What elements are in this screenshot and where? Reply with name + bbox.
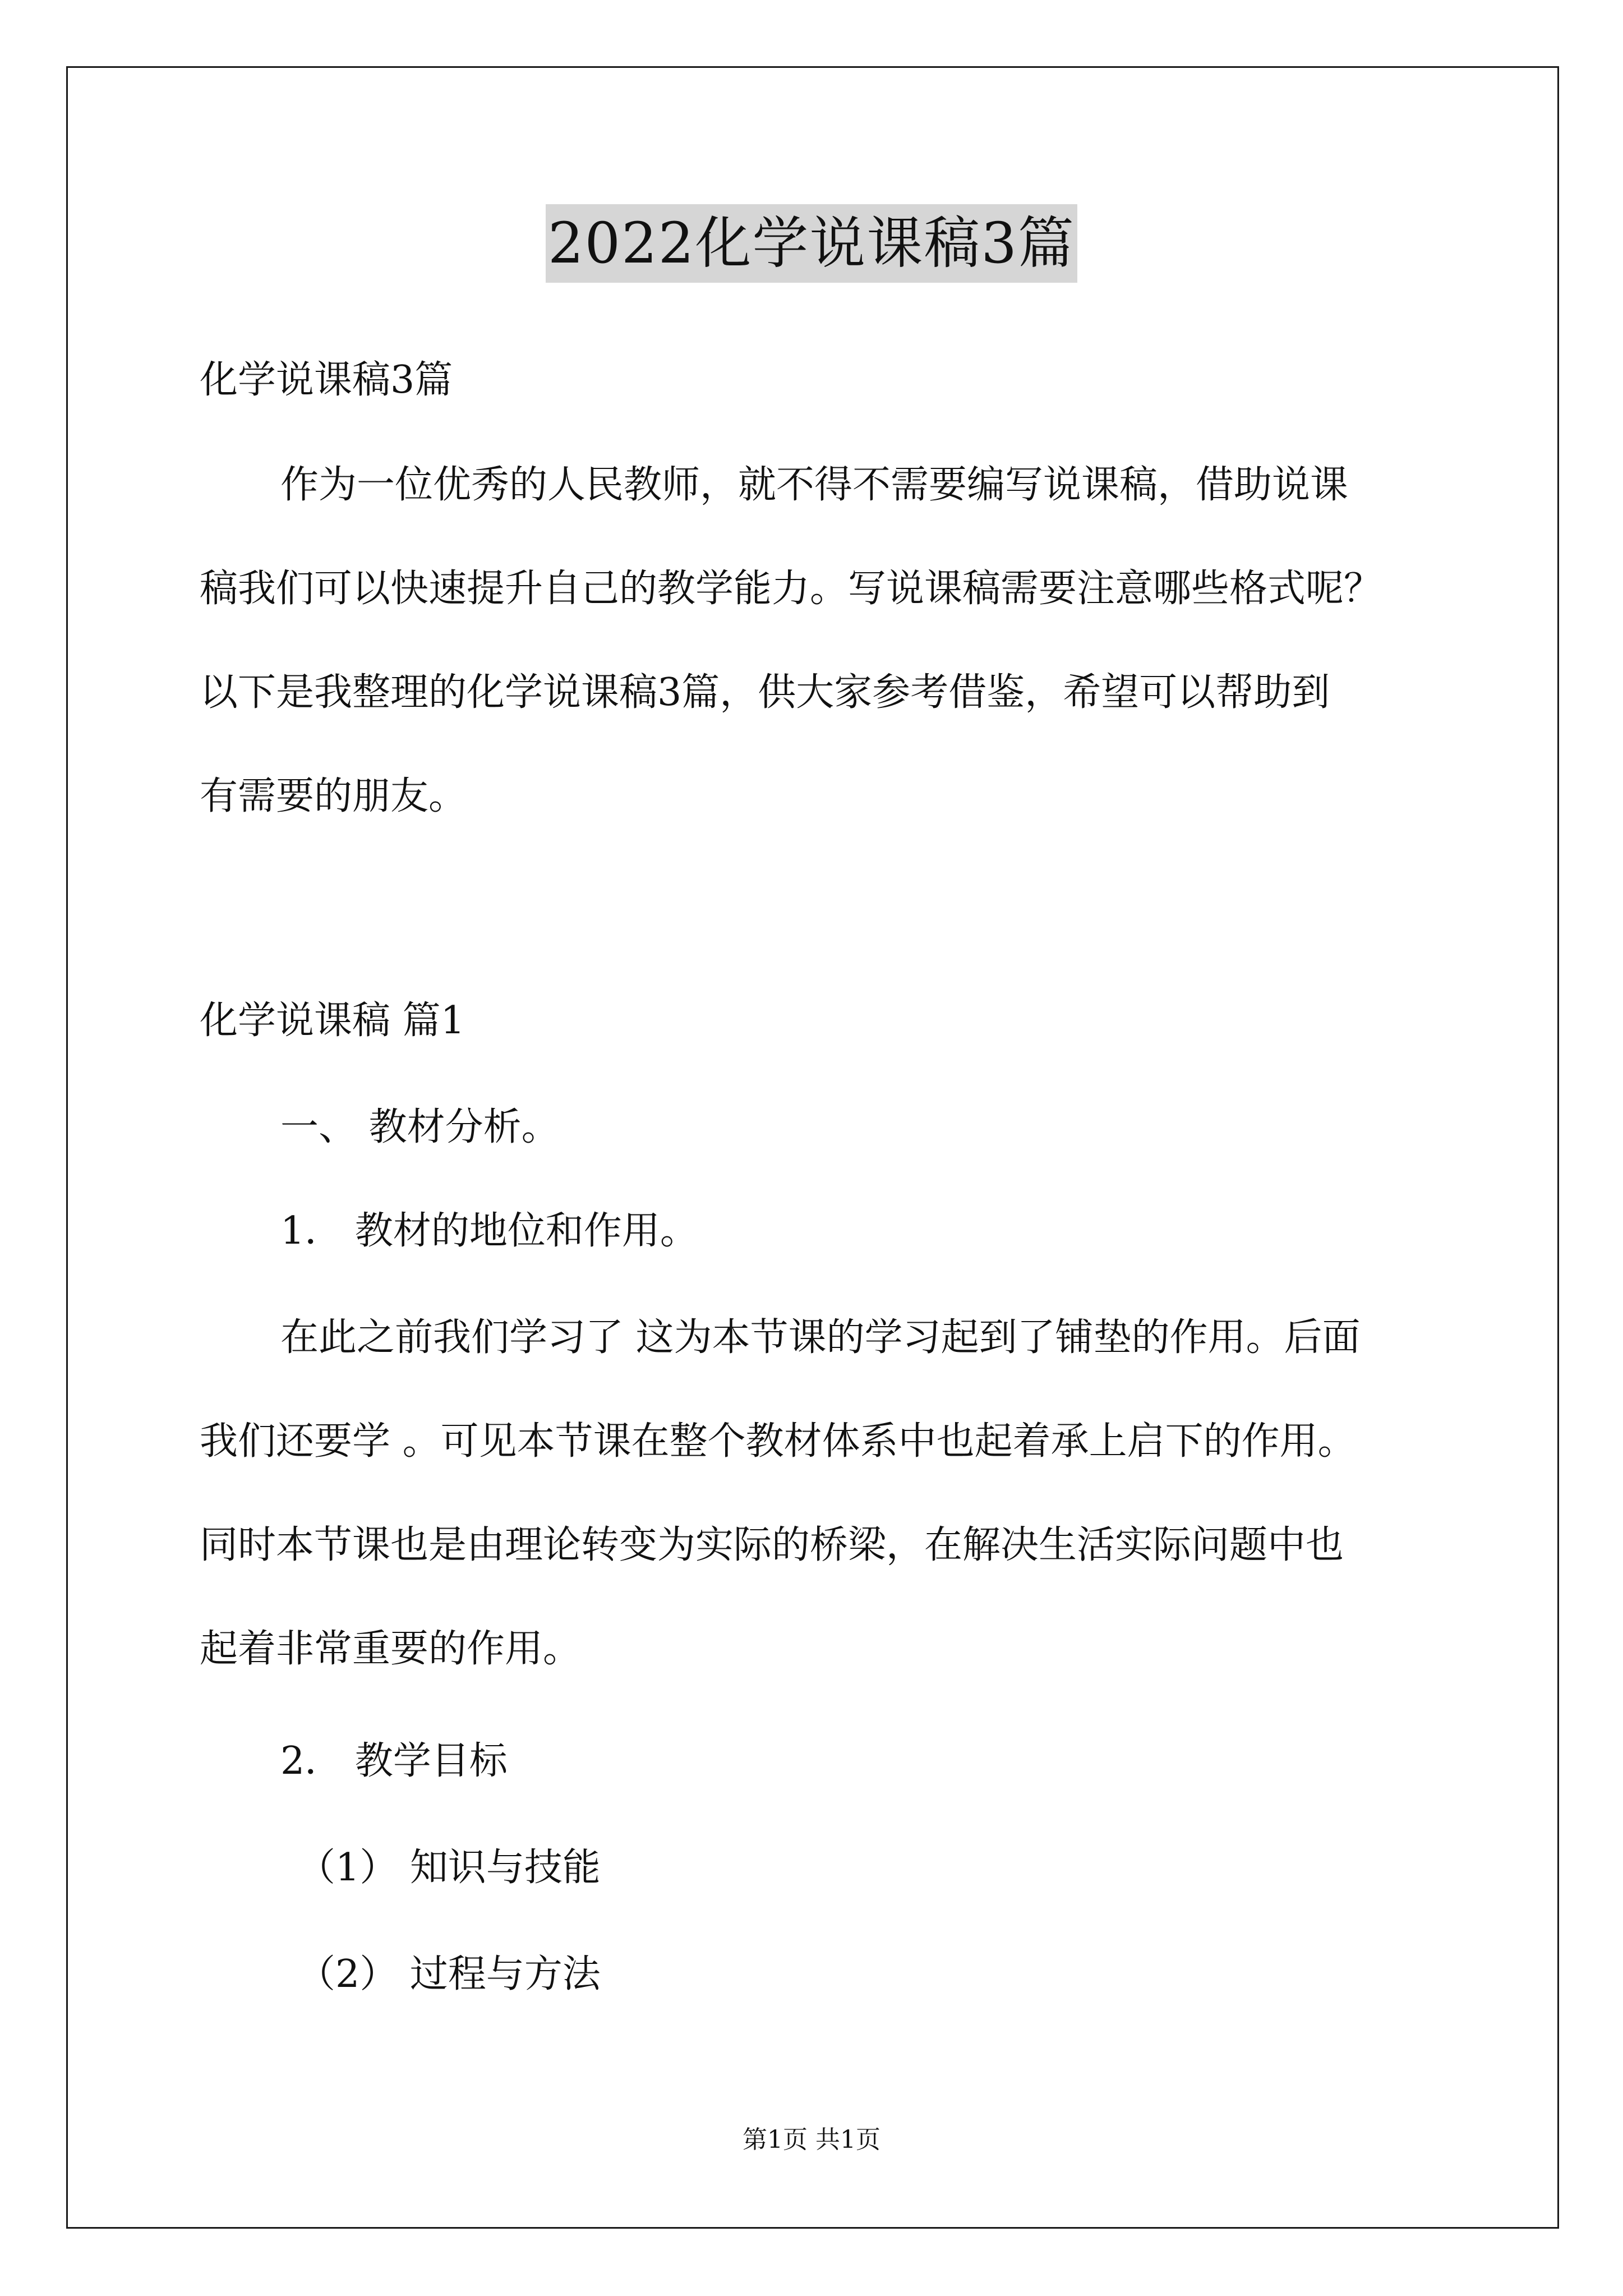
intro-line-2: 稿我们可以快速提升自己的教学能力。写说课稿需要注意哪些格式呢？ [200,567,1382,611]
heading-teaching-goals: 2． 教学目标 [280,1739,508,1783]
document-title: 2022化学说课稿3篇 [546,204,1077,283]
intro-line-3: 以下是我整理的化学说课稿3篇，供大家参考借鉴，希望可以帮助到 [200,670,1330,715]
intro-line-4: 有需要的朋友。 [200,774,467,818]
body-line-2: 我们还要学 。可见本节课在整个教材体系中也起着承上启下的作用。 [200,1419,1356,1464]
body-line-3: 同时本节课也是由理论转变为实际的桥梁，在解决生活实际问题中也 [200,1523,1344,1567]
goal-item-2: （2） 过程与方法 [297,1952,601,1996]
goal-item-1: （1） 知识与技能 [297,1846,601,1890]
body-line-4: 起着非常重要的作用。 [200,1627,582,1671]
section-heading: 化学说课稿 篇1 [200,999,465,1043]
page-footer: 第1页 共1页 [743,2125,880,2154]
body-line-1: 在此之前我们学习了 这为本节课的学习起到了铺垫的作用。后面 [280,1315,1361,1360]
heading-textbook-analysis: 一、 教材分析。 [280,1105,560,1149]
intro-line-1: 作为一位优秀的人民教师，就不得不需要编写说课稿，借助说课 [280,463,1349,507]
heading-status-role: 1． 教材的地位和作用。 [280,1209,698,1253]
title-container [0,204,1623,283]
subtitle-line: 化学说课稿3篇 [200,358,453,402]
